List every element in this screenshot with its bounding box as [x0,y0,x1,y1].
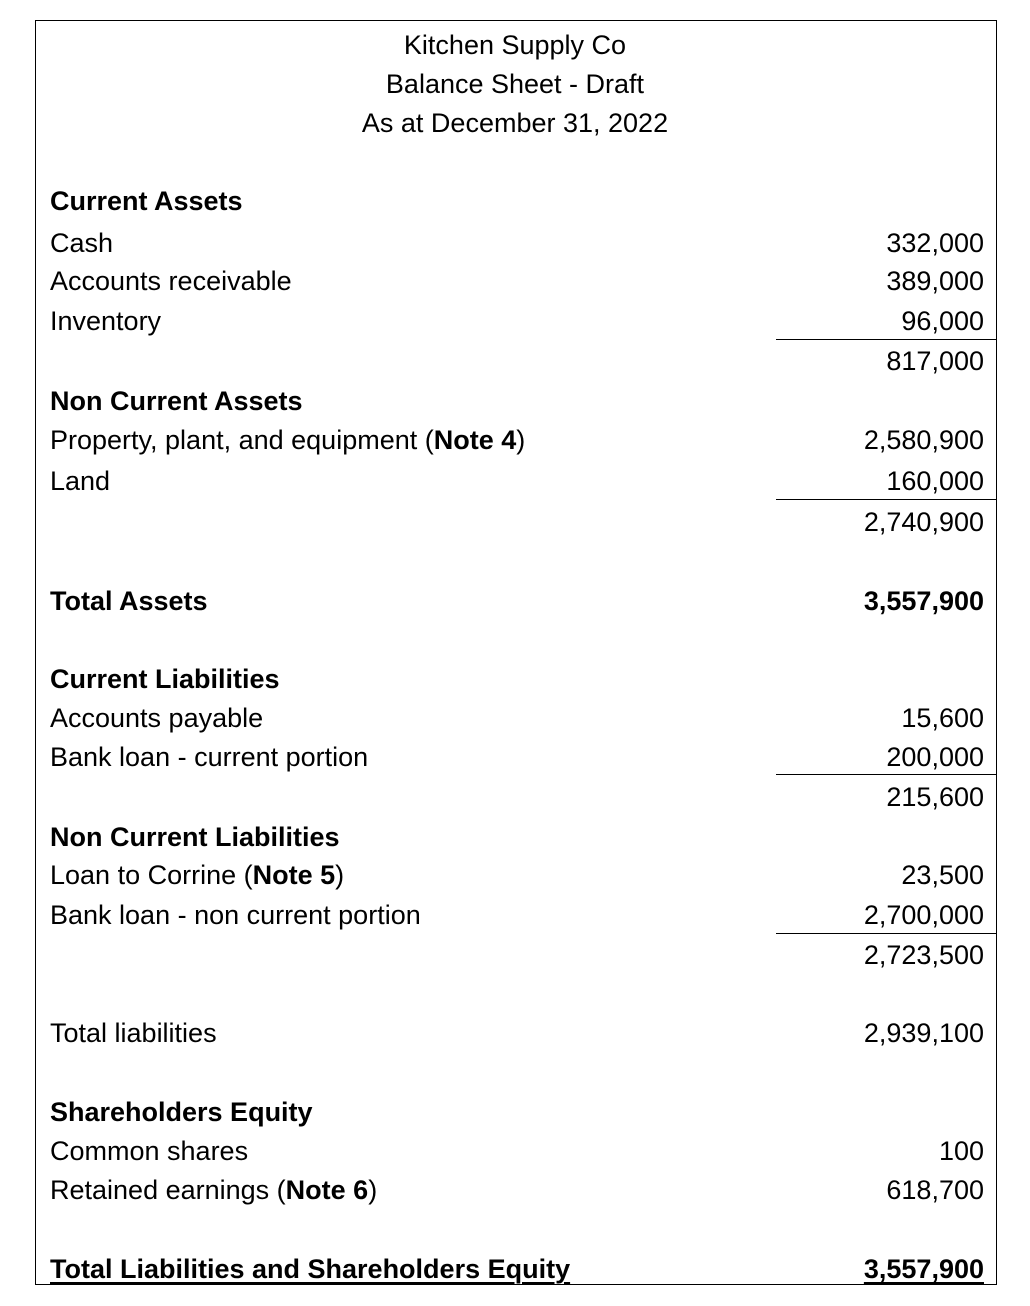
inventory-row [50,304,984,338]
current-assets-subtotal: 817,000 [886,346,984,376]
current-liabilities-subtotal: 215,600 [886,782,984,812]
ppe-note-link: Note 4 [433,425,517,455]
retained-earnings-label-suffix: ) [368,1175,378,1205]
total-liabilities-row [50,1016,984,1050]
non-current-assets-subtotal-row [50,505,984,539]
land-label: Land [50,466,111,496]
non-current-assets-heading-row [50,384,984,418]
shareholders-equity-heading-row [50,1095,984,1129]
accounts-receivable-row [50,264,984,298]
shareholders-equity-heading: Shareholders Equity [50,1097,313,1127]
current-liabilities-rule [776,774,997,775]
cash-label: Cash [50,228,114,258]
ppe-label-text: Property, plant, and equipment ( [50,425,434,455]
inventory-label: Inventory [50,306,162,336]
bank-loan-current-amount: 200,000 [886,742,984,772]
current-liabilities-heading: Current Liabilities [50,664,280,694]
statement-title: Balance Sheet - Draft [385,69,645,99]
current-assets-rule [776,339,997,340]
accounts-receivable-label: Accounts receivable [50,266,292,296]
non-current-assets-subtotal: 2,740,900 [863,507,984,537]
loan-corrine-note-link: Note 5 [252,860,336,890]
non-current-liabilities-heading: Non Current Liabilities [50,822,340,852]
loan-corrine-amount: 23,500 [901,860,984,890]
loan-corrine-label [50,858,344,892]
non-current-liabilities-subtotal-row [50,938,984,972]
total-assets-label: Total Assets [50,586,208,616]
bank-loan-current-row [50,740,984,774]
total-assets-amount: 3,557,900 [863,586,984,616]
statement-date: As at December 31, 2022 [361,108,669,138]
retained-earnings-label-text: Retained earnings ( [50,1175,286,1205]
current-liabilities-subtotal-row [50,780,984,814]
total-assets-row [50,584,984,618]
non-current-liabilities-heading-row [50,820,984,854]
current-assets-heading: Current Assets [50,186,243,216]
cash-amount: 332,000 [886,228,984,258]
non-current-liabilities-rule [776,933,997,934]
loan-corrine-label-suffix: ) [335,860,345,890]
retained-earnings-note-link: Note 6 [285,1175,369,1205]
current-liabilities-heading-row [50,662,984,696]
bank-loan-noncurrent-row [50,898,984,932]
ppe-amount: 2,580,900 [863,425,984,455]
common-shares-label: Common shares [50,1136,249,1166]
common-shares-amount: 100 [938,1136,984,1166]
total-liabilities-label: Total liabilities [50,1018,217,1048]
retained-earnings-amount: 618,700 [886,1175,984,1205]
total-liabilities-amount: 2,939,100 [863,1018,984,1048]
total-liabilities-equity-row [50,1252,984,1286]
common-shares-row [50,1134,984,1168]
inventory-amount: 96,000 [901,306,984,336]
non-current-assets-heading: Non Current Assets [50,386,303,416]
accounts-receivable-amount: 389,000 [886,266,984,296]
non-current-liabilities-subtotal: 2,723,500 [863,940,984,970]
accounts-payable-row [50,701,984,735]
total-liabilities-equity-label: Total Liabilities and Shareholders Equity [50,1254,571,1284]
land-row [50,464,984,498]
land-amount: 160,000 [886,466,984,496]
loan-corrine-row [50,858,984,892]
bank-loan-current-label: Bank loan - current portion [50,742,369,772]
cash-row [50,226,984,260]
ppe-label [50,423,525,457]
company-name: Kitchen Supply Co [403,30,627,60]
loan-corrine-label-text: Loan to Corrine ( [50,860,253,890]
bank-loan-noncurrent-amount: 2,700,000 [863,900,984,930]
ppe-row [50,423,984,457]
accounts-payable-amount: 15,600 [901,703,984,733]
accounts-payable-label: Accounts payable [50,703,264,733]
retained-earnings-label [50,1173,377,1207]
current-assets-subtotal-row [50,344,984,378]
current-assets-heading-row [50,184,984,218]
total-liabilities-equity-amount: 3,557,900 [863,1254,984,1284]
retained-earnings-row [50,1173,984,1207]
non-current-assets-rule [776,499,997,500]
ppe-label-suffix: ) [516,425,526,455]
bank-loan-noncurrent-label: Bank loan - non current portion [50,900,421,930]
